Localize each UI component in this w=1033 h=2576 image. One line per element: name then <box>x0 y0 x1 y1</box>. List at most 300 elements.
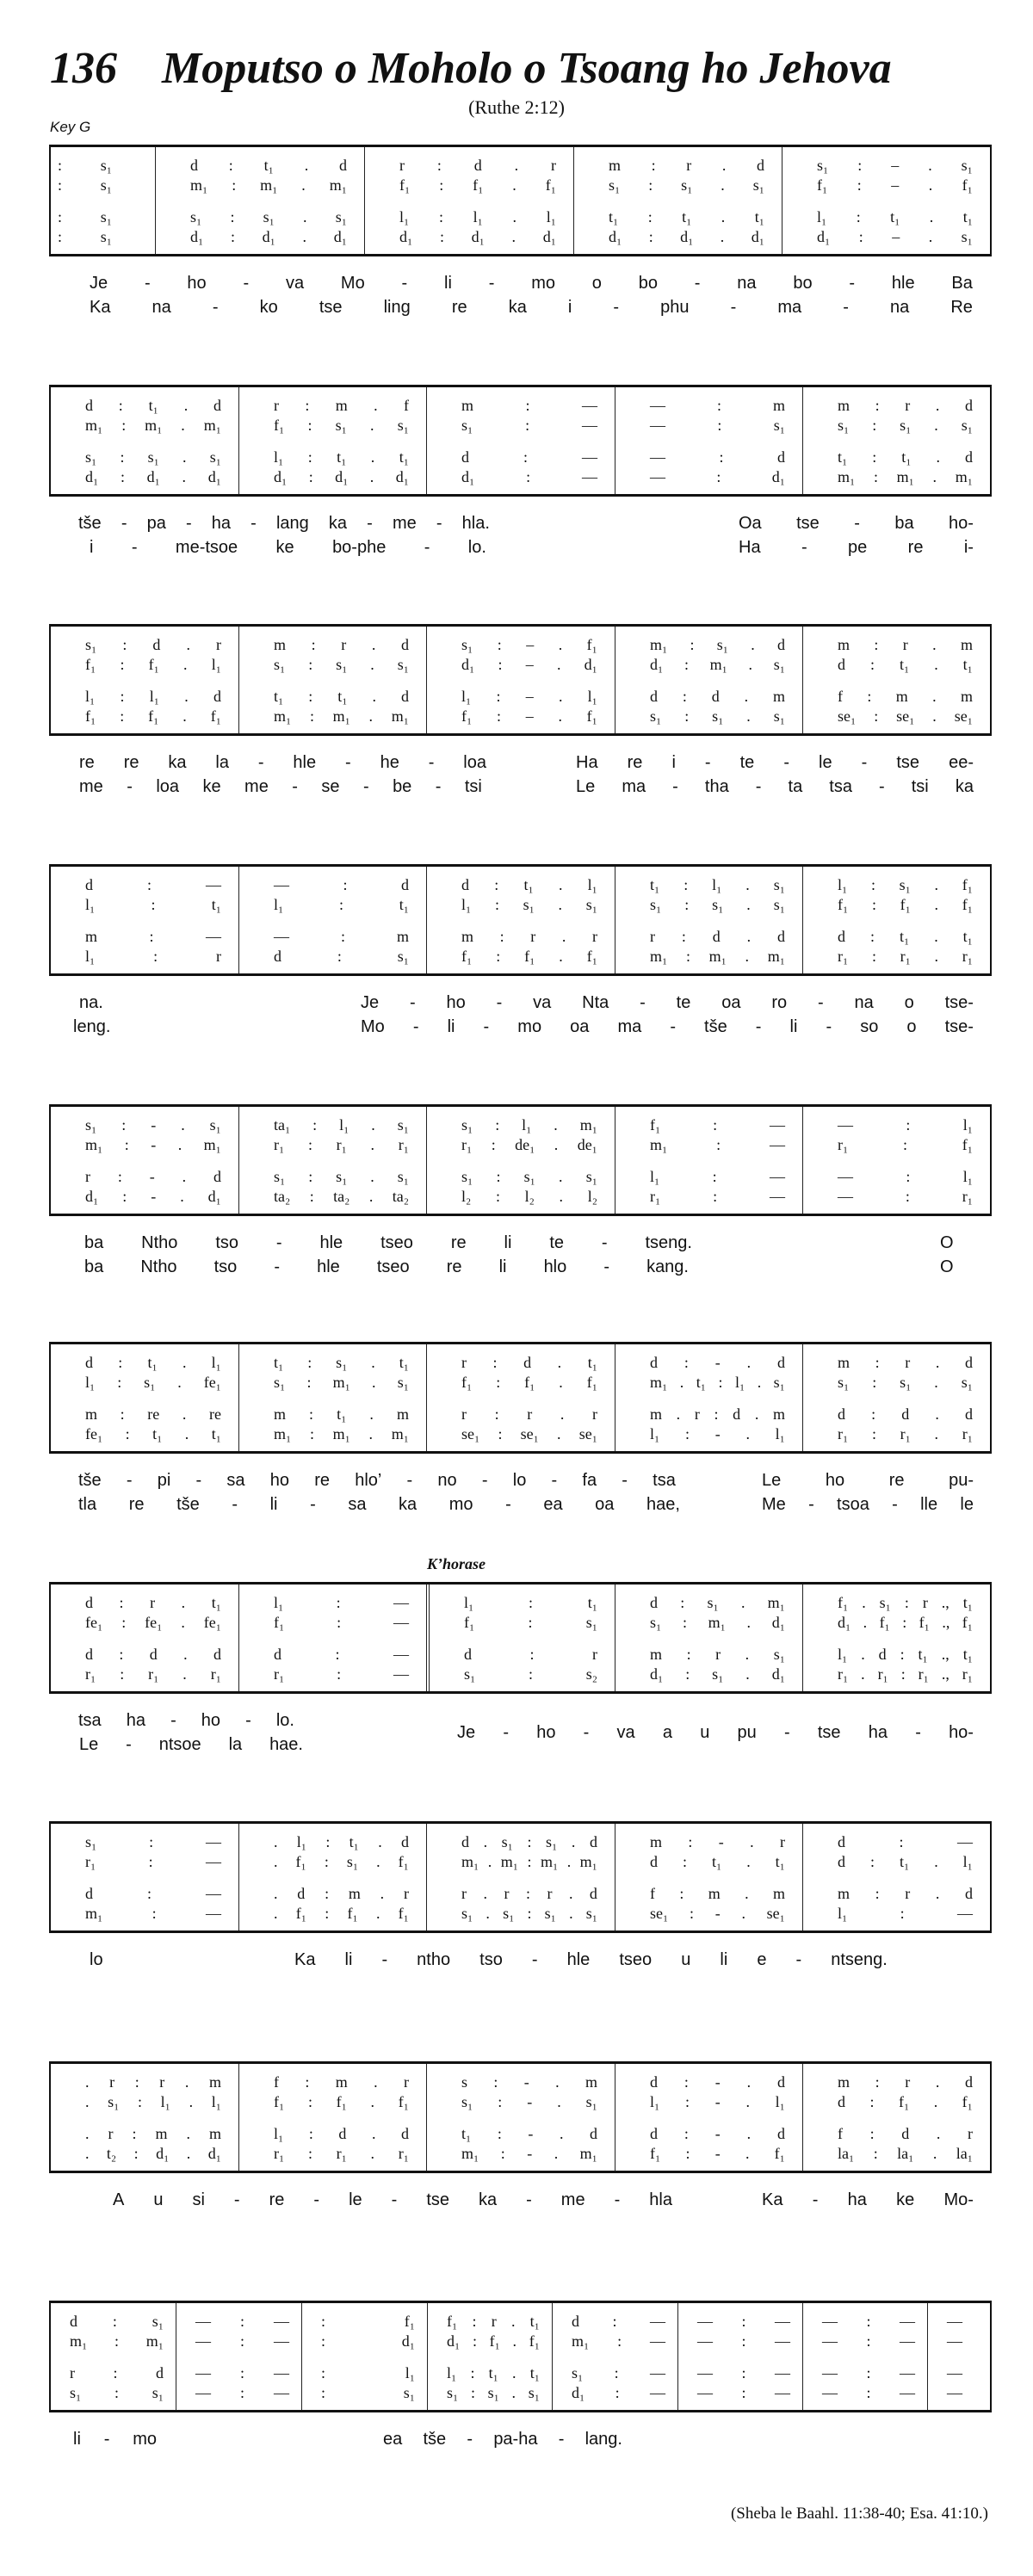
solfa-note: : <box>228 156 233 174</box>
alto-part <box>428 2332 552 2351</box>
solfa-note: d₁ <box>399 227 413 245</box>
solfa-note: : <box>716 1135 721 1153</box>
solfa-note: m <box>650 1645 663 1663</box>
soprano-part <box>615 396 802 415</box>
solfa-note: f₁ <box>838 895 849 913</box>
solfa-note: : <box>308 687 313 705</box>
solfa-note: m <box>461 927 474 945</box>
lyric-syllable: Le <box>79 1734 99 1754</box>
solfa-note: — <box>205 1904 221 1922</box>
solfa-note: r <box>159 2073 165 2091</box>
solfa-note: d <box>650 2124 658 2142</box>
tenor-part <box>427 927 615 946</box>
lyric-syllable: ke <box>896 2190 915 2209</box>
solfa-note: . <box>371 635 376 653</box>
solfa-note: — <box>274 875 289 893</box>
solfa-note: . <box>935 1353 940 1371</box>
lyric-syllable: ba <box>894 513 914 533</box>
lyric-syllable: oa <box>595 1494 615 1514</box>
bass-part <box>239 1904 426 1923</box>
lyric-syllable: tla <box>78 1494 97 1514</box>
solfa-note: m <box>348 1884 361 1902</box>
solfa-note: : <box>321 2312 326 2330</box>
solfa-note: — <box>205 1884 221 1902</box>
solfa-note: : <box>153 947 158 965</box>
solfa-note: : <box>906 1115 911 1134</box>
lyric-line <box>79 751 486 774</box>
lyric-syllable: ke <box>275 537 294 557</box>
solfa-note: m₁ <box>203 416 221 434</box>
solfa-note: — <box>581 416 597 434</box>
bass-part <box>928 2383 990 2402</box>
solfa-note: . <box>184 1424 189 1442</box>
lyric-syllable: a <box>662 1722 672 1742</box>
solfa-note: . <box>935 1884 940 1902</box>
solfa-note: d <box>213 687 221 705</box>
solfa-note: : <box>527 1852 532 1870</box>
solfa-note: r <box>461 1884 467 1902</box>
solfa-note: . <box>376 1852 380 1870</box>
tenor-part <box>678 2363 802 2382</box>
solfa-note: t₁ <box>461 2124 472 2142</box>
bass-part <box>51 1187 238 1206</box>
solfa-note: . <box>746 2124 752 2142</box>
solfa-note: : <box>498 2092 503 2110</box>
solfa-note: m <box>208 2073 221 2091</box>
tenor-part <box>51 2124 238 2143</box>
lyric-syllable: be <box>393 776 412 796</box>
solfa-note: . <box>934 875 939 893</box>
solfa-note: r <box>403 1884 409 1902</box>
solfa-note: : <box>312 1115 318 1134</box>
solfa-note: . <box>182 467 187 485</box>
solfa-note: s₁ <box>707 1593 719 1611</box>
soprano-part <box>51 635 238 654</box>
soprano-part <box>803 1115 990 1134</box>
solfa-note: f₁ <box>274 416 285 434</box>
bass-part <box>803 947 990 966</box>
lyric-line <box>383 2428 622 2450</box>
solfa-note: : <box>866 2363 871 2381</box>
solfa-note: — <box>650 416 665 434</box>
solfa-note: – <box>892 227 900 245</box>
solfa-note: : <box>439 227 444 245</box>
lyric-syllable: me <box>244 776 269 796</box>
solfa-note: s₁ <box>461 1167 473 1185</box>
solfa-note: : <box>307 2092 312 2110</box>
measure <box>426 2064 615 2171</box>
solfa-note: : <box>869 927 875 945</box>
solfa-note: f₁ <box>919 1613 930 1631</box>
lyric-syllable: - <box>274 1257 281 1276</box>
solfa-note: f₁ <box>295 1852 306 1870</box>
solfa-note: l₁ <box>405 2363 415 2381</box>
solfa-note: m <box>960 687 973 705</box>
solfa-note: s₁ <box>716 635 729 653</box>
solfa-note: d <box>756 156 764 174</box>
solfa-note: d <box>650 1353 658 1371</box>
solfa-note: — <box>195 2312 211 2330</box>
staff-system <box>49 1342 992 1454</box>
solfa-note: r₁ <box>838 947 849 965</box>
tenor-part <box>51 687 238 706</box>
solfa-note: l₁ <box>211 1353 221 1371</box>
solfa-note: . <box>554 2144 559 2162</box>
lyric-syllable: - <box>127 776 133 796</box>
solfa-note: l₁ <box>464 1593 474 1611</box>
solfa-note: m <box>838 635 851 653</box>
solfa-note: : <box>875 1884 880 1902</box>
solfa-note: d₁ <box>542 227 556 245</box>
lyric-syllable: re <box>123 752 139 772</box>
solfa-note: : <box>308 1167 313 1185</box>
solfa-note: . <box>486 1904 490 1922</box>
solfa-note: : <box>337 1613 342 1631</box>
solfa-note: r <box>967 2124 973 2142</box>
solfa-note: s₁ <box>144 1373 156 1391</box>
solfa-note: f₁ <box>962 1613 973 1631</box>
solfa-note: r₁ <box>918 1665 929 1683</box>
solfa-note: l₁ <box>296 1832 307 1850</box>
solfa-note: s₁ <box>85 1115 97 1134</box>
solfa-note: d₁ <box>447 2332 461 2350</box>
solfa-note: . <box>85 2073 90 2091</box>
solfa-note: : <box>648 176 653 194</box>
lyric-syllable: ntseng. <box>831 1949 888 1969</box>
alto-part <box>615 1613 802 1632</box>
lyric-line <box>78 1709 294 1732</box>
solfa-note: : <box>866 2312 871 2330</box>
solfa-note: . <box>720 227 725 245</box>
soprano-part <box>51 2312 176 2331</box>
lyric-syllable: ta <box>788 776 803 796</box>
solfa-note: : <box>125 1424 130 1442</box>
solfa-note: . <box>370 1135 375 1153</box>
solfa-note: . <box>932 635 937 653</box>
solfa-note: f₁ <box>148 707 159 725</box>
solfa-note: t₁ <box>211 895 221 913</box>
solfa-note: . <box>928 156 932 174</box>
lyric-syllable: tse <box>796 513 820 533</box>
measure <box>51 867 238 973</box>
solfa-note: s₁ <box>650 895 662 913</box>
solfa-note: m₁ <box>500 1852 518 1870</box>
solfa-note: s₁ <box>397 947 409 965</box>
soprano-part <box>553 2312 677 2331</box>
solfa-note: r₁ <box>838 1424 849 1442</box>
tenor-part <box>51 1167 238 1186</box>
solfa-note: : <box>472 2332 477 2350</box>
tenor-part <box>365 207 573 226</box>
alto-part <box>239 1135 426 1154</box>
solfa-note: s₁ <box>85 1832 97 1850</box>
solfa-note: — <box>393 1613 409 1631</box>
lyric-line <box>940 1232 957 1254</box>
solfa-note: : <box>496 947 501 965</box>
solfa-note: l₂ <box>587 1187 597 1205</box>
solfa-note: s₁ <box>585 2092 597 2110</box>
measure <box>238 387 426 494</box>
solfa-note: . <box>557 2092 561 2110</box>
solfa-note: t₁ <box>962 927 973 945</box>
solfa-note: r₁ <box>838 1665 849 1683</box>
lyric-syllable: ea <box>383 2429 403 2449</box>
solfa-note: d <box>523 1353 532 1371</box>
solfa-note: m₁ <box>767 1593 785 1611</box>
solfa-note: : <box>684 2124 689 2142</box>
lyric-syllable: tse <box>896 752 920 772</box>
solfa-note: . <box>746 1613 752 1631</box>
solfa-note: s₁ <box>773 655 785 673</box>
solfa-note: r₁ <box>461 1135 473 1153</box>
lyric-syllable: mo <box>133 2429 157 2449</box>
solfa-note: d <box>838 927 845 945</box>
solfa-note: — <box>274 927 289 945</box>
measure <box>51 1344 238 1451</box>
soprano-part <box>51 396 238 415</box>
lyric-syllable: na <box>890 297 910 317</box>
solfa-note: . <box>380 1884 385 1902</box>
lyric-syllable: re <box>450 1232 467 1252</box>
measure <box>802 2303 927 2410</box>
solfa-note: : <box>122 635 127 653</box>
solfa-note: l₁ <box>587 687 597 705</box>
solfa-note: s₁ <box>335 207 347 225</box>
solfa-note: r <box>779 1832 785 1850</box>
solfa-note: r₁ <box>900 1424 911 1442</box>
solfa-note: s₁ <box>397 655 409 673</box>
solfa-note: l₁ <box>85 947 96 965</box>
soprano-part <box>51 1115 238 1134</box>
measure <box>426 867 615 973</box>
solfa-note: l₁ <box>461 895 472 913</box>
lyric-syllable: oa <box>570 1016 590 1036</box>
solfa-note: d <box>776 635 785 653</box>
lyric-syllable: - <box>783 1722 790 1742</box>
lyric-line <box>79 775 482 798</box>
alto-part <box>427 416 615 435</box>
solfa-note: : <box>239 2312 244 2330</box>
solfa-note: : <box>904 1593 909 1611</box>
solfa-note: d <box>70 2312 77 2330</box>
solfa-note: se₁ <box>578 1424 597 1442</box>
solfa-note: s₁ <box>85 635 97 653</box>
lyric-syllable: tsi <box>464 776 482 796</box>
solfa-note: f₁ <box>461 1373 473 1391</box>
solfa-note: . <box>186 2124 190 2142</box>
solfa-note: f₁ <box>586 635 597 653</box>
measure <box>927 2303 990 2410</box>
lyric-syllable: hle <box>293 752 317 772</box>
lyric-line <box>361 991 974 1014</box>
solfa-note: l₁ <box>274 895 284 913</box>
solfa-note: : <box>526 467 531 485</box>
solfa-note: m₁ <box>190 176 208 194</box>
measure <box>615 867 802 973</box>
soprano-part <box>430 1593 615 1612</box>
solfa-note: - <box>714 1353 721 1371</box>
solfa-note: . <box>274 1904 278 1922</box>
solfa-note: — <box>195 2332 211 2350</box>
solfa-note: t₁ <box>775 1852 785 1870</box>
solfa-note: f₁ <box>650 2144 661 2162</box>
measure <box>238 1824 426 1930</box>
solfa-note: . <box>568 1884 573 1902</box>
soprano-part <box>615 1115 802 1134</box>
solfa-note: d₁ <box>680 227 694 245</box>
solfa-note: — <box>822 2383 838 2401</box>
solfa-note: m <box>396 1405 409 1423</box>
solfa-note: : <box>719 448 724 466</box>
alto-part <box>803 2332 927 2351</box>
solfa-note: . <box>745 1884 749 1902</box>
solfa-note: s₁ <box>397 1115 409 1134</box>
solfa-note: : <box>494 875 499 893</box>
solfa-note: m₁ <box>650 1373 668 1391</box>
chorus-lyric-line <box>457 1721 974 1744</box>
solfa-note: — <box>822 2363 838 2381</box>
alto-part <box>51 655 238 674</box>
solfa-note: s₁ <box>773 875 785 893</box>
solfa-note: — <box>899 2363 915 2381</box>
solfa-note: m₁ <box>260 176 278 194</box>
solfa-note: l₁ <box>85 687 96 705</box>
lyric-syllable: O <box>940 1232 954 1252</box>
measure <box>51 2064 238 2171</box>
solfa-note: : <box>305 2073 310 2091</box>
lyric-syllable: la <box>215 752 229 772</box>
lyric-syllable: - <box>879 776 885 796</box>
lyric-syllable: ha <box>847 2190 867 2209</box>
solfa-note: r <box>108 2124 114 2142</box>
solfa-note: : <box>716 467 721 485</box>
measure <box>615 627 802 733</box>
solfa-note: m <box>838 2073 851 2091</box>
lyric-syllable: pu- <box>949 1470 974 1490</box>
solfa-note: m₁ <box>955 467 973 485</box>
solfa-note: m₁ <box>274 1424 292 1442</box>
lyric-syllable: - <box>704 752 711 772</box>
solfa-note: — <box>273 2312 289 2330</box>
solfa-note: d₁ <box>401 2332 415 2350</box>
solfa-note: d₁ <box>190 227 204 245</box>
solfa-note: : <box>306 1373 312 1391</box>
solfa-note: — <box>649 2363 665 2381</box>
soprano-part <box>239 1593 426 1612</box>
alto-part <box>156 176 364 195</box>
solfa-note: . <box>487 1852 492 1870</box>
lyric-syllable: hae. <box>269 1734 303 1754</box>
solfa-note: . <box>679 1373 684 1391</box>
solfa-note: — <box>697 2332 713 2350</box>
tenor-part <box>803 2124 990 2143</box>
lyric-syllable: - <box>401 273 408 293</box>
solfa-note: . <box>182 707 187 725</box>
tenor-part <box>615 687 802 706</box>
solfa-note: l₁ <box>85 895 96 913</box>
solfa-note: d <box>274 947 281 965</box>
solfa-note: : <box>871 1405 876 1423</box>
solfa-note: r <box>491 2312 497 2330</box>
lyric-line <box>113 2189 672 2211</box>
solfa-note: m <box>838 396 851 414</box>
measure <box>615 1344 802 1451</box>
solfa-note: d <box>776 2073 785 2091</box>
lyric-syllable: Ka <box>90 297 111 317</box>
lyric-syllable: Re <box>950 297 973 317</box>
lyric-syllable: - <box>730 297 737 317</box>
solfa-note: - <box>527 2144 533 2162</box>
solfa-note: . <box>372 1373 376 1391</box>
staff-system <box>49 385 992 497</box>
solfa-note: s₁ <box>817 156 829 174</box>
solfa-note: t₁ <box>211 1424 221 1442</box>
alto-part <box>427 1852 615 1871</box>
bass-part <box>427 707 615 726</box>
lyric-syllable: re <box>446 1257 462 1276</box>
alto-part <box>51 895 238 914</box>
solfa-note: : <box>494 895 499 913</box>
bass-part <box>803 1187 990 1206</box>
tenor-part <box>239 1884 426 1903</box>
solfa-note: r <box>461 1353 467 1371</box>
solfa-note: f₁ <box>489 2332 500 2350</box>
solfa-note: d₁ <box>207 1187 221 1205</box>
bass-part <box>574 227 782 246</box>
tenor-part <box>239 687 426 706</box>
solfa-note: : <box>491 1135 496 1153</box>
lyric-syllable: si <box>192 2190 205 2209</box>
solfa-note: ta₂ <box>333 1187 350 1205</box>
solfa-note: : <box>872 448 877 466</box>
solfa-note: . <box>189 2092 194 2110</box>
solfa-note: : <box>685 2144 690 2162</box>
lyric-syllable: e <box>757 1949 767 1969</box>
solfa-note: . <box>748 655 753 673</box>
lyric-syllable: - <box>614 2190 621 2209</box>
solfa-note: : <box>230 207 235 225</box>
solfa-note: — <box>650 396 665 414</box>
lyric-syllable: re <box>907 537 924 557</box>
solfa-note: — <box>769 1187 785 1205</box>
solfa-note: d <box>733 1405 741 1423</box>
solfa-note: . <box>369 1405 374 1423</box>
solfa-note: m <box>585 2073 597 2091</box>
lyric-syllable: loa <box>156 776 180 796</box>
solfa-note: t₁ <box>337 687 348 705</box>
soprano-part <box>176 2312 301 2331</box>
solfa-note: . <box>559 2124 564 2142</box>
solfa-note: . <box>861 1665 865 1683</box>
solfa-note: m <box>838 1353 851 1371</box>
solfa-note: : <box>134 2073 139 2091</box>
tenor-part <box>427 1884 615 1903</box>
lyric-syllable: - <box>367 513 373 533</box>
lyric-syllable: ho <box>825 1470 845 1490</box>
solfa-note: s₁ <box>70 2383 82 2401</box>
solfa-note: : <box>871 1424 876 1442</box>
lyric-syllable: - <box>670 1016 676 1036</box>
solfa-note: s₁ <box>609 176 621 194</box>
solfa-note: l₁ <box>962 1852 973 1870</box>
solfa-note: r₁ <box>900 947 911 965</box>
lyric-syllable: - <box>131 537 138 557</box>
solfa-note: m <box>960 635 973 653</box>
solfa-note: d <box>589 1884 597 1902</box>
solfa-note: f₁ <box>148 655 159 673</box>
alto-part <box>51 1852 238 1871</box>
solfa-note: r₁ <box>274 1665 285 1683</box>
